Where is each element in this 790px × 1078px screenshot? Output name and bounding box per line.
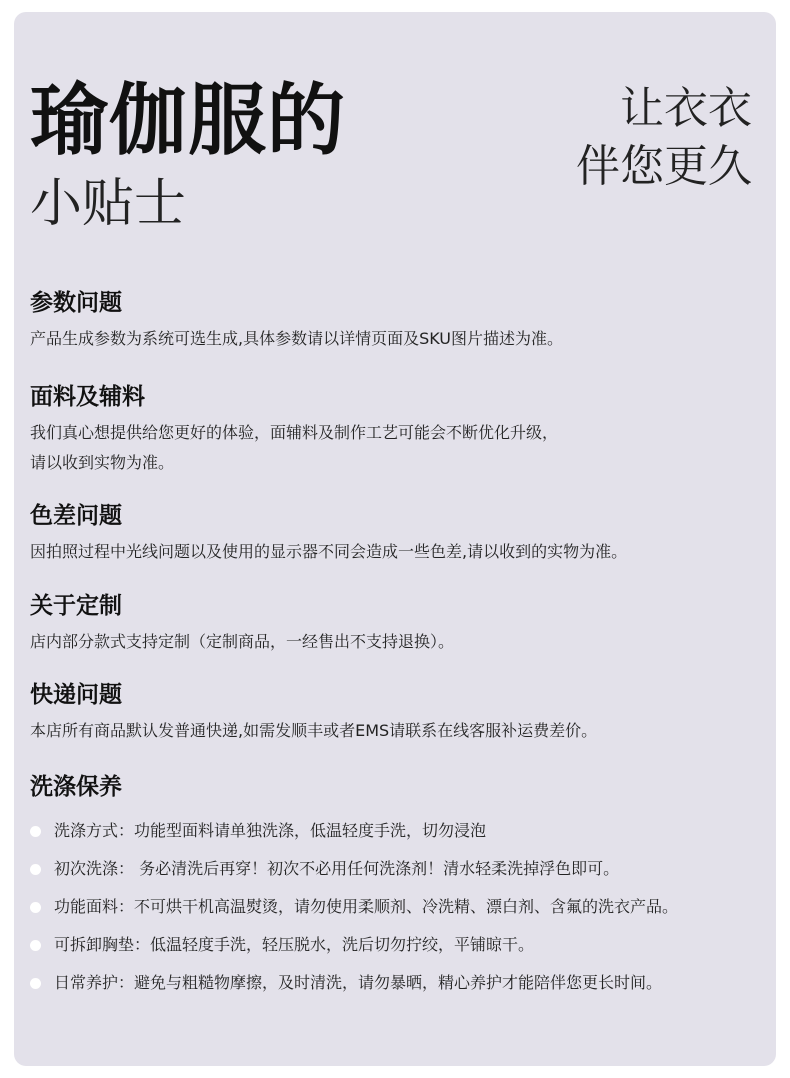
list-item <box>30 850 766 888</box>
section-text: 请以收到实物为准。 <box>30 453 175 472</box>
section-title: 参数问题 <box>30 290 122 316</box>
tips-card <box>14 12 776 1066</box>
bullet-dot-icon <box>30 864 41 875</box>
section-text: 产品生成参数为系统可选生成,具体参数请以详情页面及SKU图片描述为准。 <box>30 329 564 348</box>
section-shipping <box>30 680 766 746</box>
section-title: 快递问题 <box>30 682 122 708</box>
care-text: 日常养护：避免与粗糙物摩擦，及时清洗，请勿暴晒，精心养护才能陪伴您更长时间。 <box>54 973 663 992</box>
slogan <box>576 80 752 196</box>
care-list <box>30 812 766 1002</box>
list-item <box>30 926 766 964</box>
page-title: 瑜伽服的 <box>30 76 347 166</box>
section-customization <box>30 591 766 657</box>
section-title: 色差问题 <box>30 503 122 529</box>
section-text: 本店所有商品默认发普通快递,如需发顺丰或者EMS请联系在线客服补运费差价。 <box>30 721 598 740</box>
bullet-dot-icon <box>30 940 41 951</box>
section-fabric <box>30 382 766 478</box>
section-text: 因拍照过程中光线问题以及使用的显示器不同会造成一些色差,请以收到的实物为准。 <box>30 542 628 561</box>
section-parameters <box>30 288 766 354</box>
care-text: 可拆卸胸垫：低温轻度手洗，轻压脱水，洗后切勿拧绞，平铺晾干。 <box>54 935 535 954</box>
care-text: 初次洗涤： 务必清洗后再穿！初次不必用任何洗涤剂！清水轻柔洗掉浮色即可。 <box>54 859 620 878</box>
bullet-dot-icon <box>30 978 41 989</box>
section-text: 店内部分款式支持定制（定制商品，一经售出不支持退换）。 <box>30 632 455 651</box>
care-text: 功能面料：不可烘干机高温熨烫，请勿使用柔顺剂、冷洗精、漂白剂、含氟的洗衣产品。 <box>54 897 679 916</box>
section-title: 关于定制 <box>30 593 122 619</box>
section-title: 面料及辅料 <box>30 384 145 410</box>
section-title: 洗涤保养 <box>30 774 122 800</box>
bullet-dot-icon <box>30 826 41 837</box>
list-item <box>30 964 766 1002</box>
section-color-difference <box>30 501 766 567</box>
list-item <box>30 812 766 850</box>
section-care <box>30 772 766 1002</box>
page-subtitle: 小贴士 <box>30 174 187 234</box>
slogan-line: 伴您更久 <box>576 141 752 192</box>
list-item <box>30 888 766 926</box>
care-text: 洗涤方式：功能型面料请单独洗涤，低温轻度手洗，切勿浸泡 <box>54 821 487 840</box>
section-text: 我们真心想提供给您更好的体验，面辅料及制作工艺可能会不断优化升级， <box>30 423 559 442</box>
bullet-dot-icon <box>30 902 41 913</box>
slogan-line: 让衣衣 <box>620 83 752 134</box>
